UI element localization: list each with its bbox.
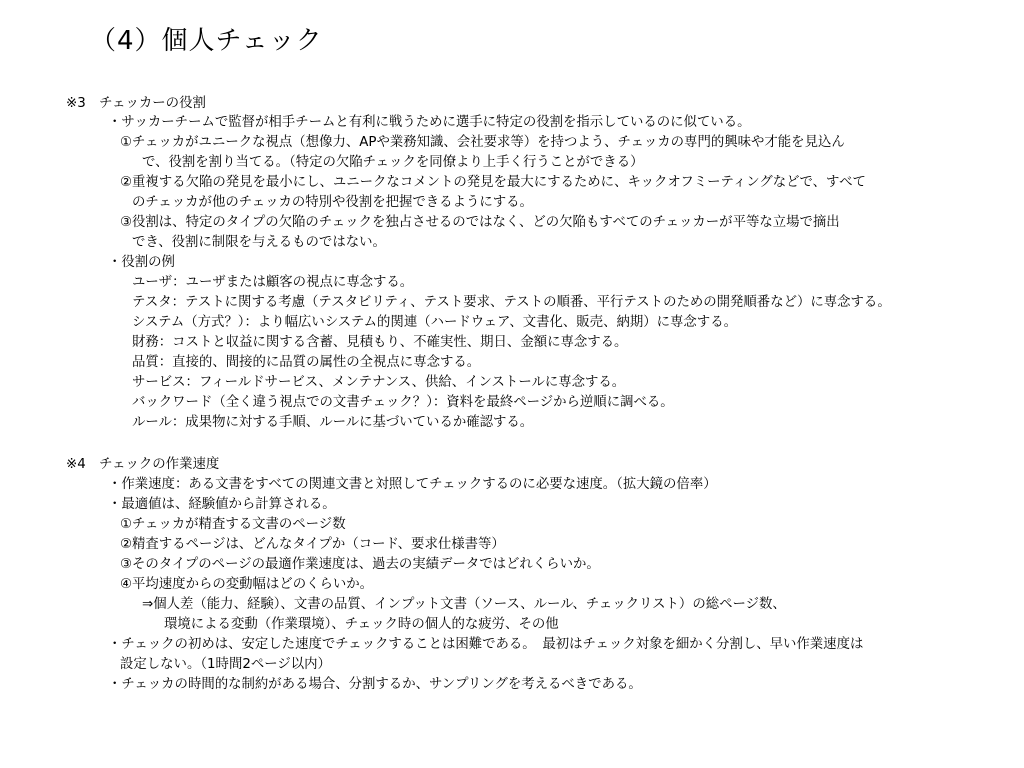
section3-item2-line1: ②重複する欠陥の発見を最小にし、ユニークなコメントの発見を最大にするために、キックオフミーティングなどで、すべて (120, 175, 866, 190)
section4-bullet-initial-check-line1: ・チェックの初めは、安定した速度でチェックすることは困難である。 最初はチェック対象を細かく分割し、早い作業速度は (108, 637, 864, 652)
role-item-user: ユーザ：ユーザまたは顧客の視点に専念する。 (132, 275, 414, 290)
section4-bullet-time-constraint: ・チェッカの時間的な制約がある場合、分割するか、サンプリングを考えるべきである。 (108, 677, 642, 692)
section4-bullet-optimal-value: ・最適値は、経験値から計算される。 (108, 497, 336, 512)
section4-arrow-line2: 環境による変動（作業環境）、チェック時の個人的な疲労、その他 (164, 617, 559, 632)
role-item-tester: テスタ：テストに関する考慮（テスタビリティ、テスト要求、テストの順番、平行テストのための開発順番など）に専念する。 (132, 295, 891, 310)
section3-item2-line2: のチェッカが他のチェッカの特別や役割を把握できるようにする。 (132, 195, 533, 210)
role-item-quality: 品質：直接的、間接的に品質の属性の全視点に専念する。 (132, 355, 481, 370)
section4-item2: ②精査するページは、どんなタイプか（コード、要求仕様書等） (120, 537, 505, 552)
role-item-finance: 財務：コストと収益に関する含蓄、見積もり、不確実性、期日、金額に専念する。 (132, 335, 628, 350)
role-item-rule: ルール：成果物に対する手順、ルールに基づいているか確認する。 (132, 415, 534, 430)
section4-item4: ④平均速度からの変動幅はどのくらいか。 (120, 577, 374, 592)
section3-bullet-role-examples: ・役割の例 (108, 255, 175, 270)
role-item-service: サービス：フィールドサービス、メンテナンス、供給、インストールに専念する。 (132, 375, 626, 390)
section4-bullet-speed-definition: ・作業速度：ある文書をすべての関連文書と対照してチェックするのに必要な速度。（拡大鏡の倍率） (108, 477, 717, 492)
section4-arrow-line1: ⇒個人差（能力、経験）、文書の品質、インプット文書（ソース、ルール、チェックリスト）の総ページ数、 (142, 597, 786, 612)
section3-item1-line1: ①チェッカがユニークな視点（想像力、APや業務知識、会社要求等）を持つよう、チェッカの専門的興味や才能を見込ん (120, 135, 845, 150)
role-item-system: システム（方式？）：より幅広いシステム的関連（ハードウェア、文書化、販売、納期）に専念する。 (132, 315, 737, 330)
role-item-backward: バックワード（全く違う視点での文書チェック？）：資料を最終ページから逆順に調べる。 (132, 395, 674, 410)
section4-item3: ③そのタイプのページの最適作業速度は、過去の実績データではどれくらいか。 (120, 557, 600, 572)
section3-item3-line2: でき、役割に制限を与えるものではない。 (132, 235, 386, 250)
section4-item1: ①チェッカが精査する文書のページ数 (120, 517, 346, 532)
slide-title: （4）個人チェック (90, 26, 323, 56)
section3-item1-line2: で、役割を割り当てる。（特定の欠陥チェックを同僚より上手く行うことができる） (142, 155, 644, 170)
section3-heading: ※3 チェッカーの役割 (66, 96, 206, 111)
section3-bullet-analogy: ・サッカーチームで監督が相手チームと有利に戦うために選手に特定の役割を指示しているのに似ている。 (108, 115, 751, 130)
section3-item3-line1: ③役割は、特定のタイプの欠陥のチェックを独占させるのではなく、どの欠陥もすべてのチェッカーが平等な立場で摘出 (120, 215, 840, 230)
section4-heading: ※4 チェックの作業速度 (66, 457, 220, 472)
section4-bullet-initial-check-line2: 設定しない。（1時間2ページ以内） (120, 657, 331, 672)
